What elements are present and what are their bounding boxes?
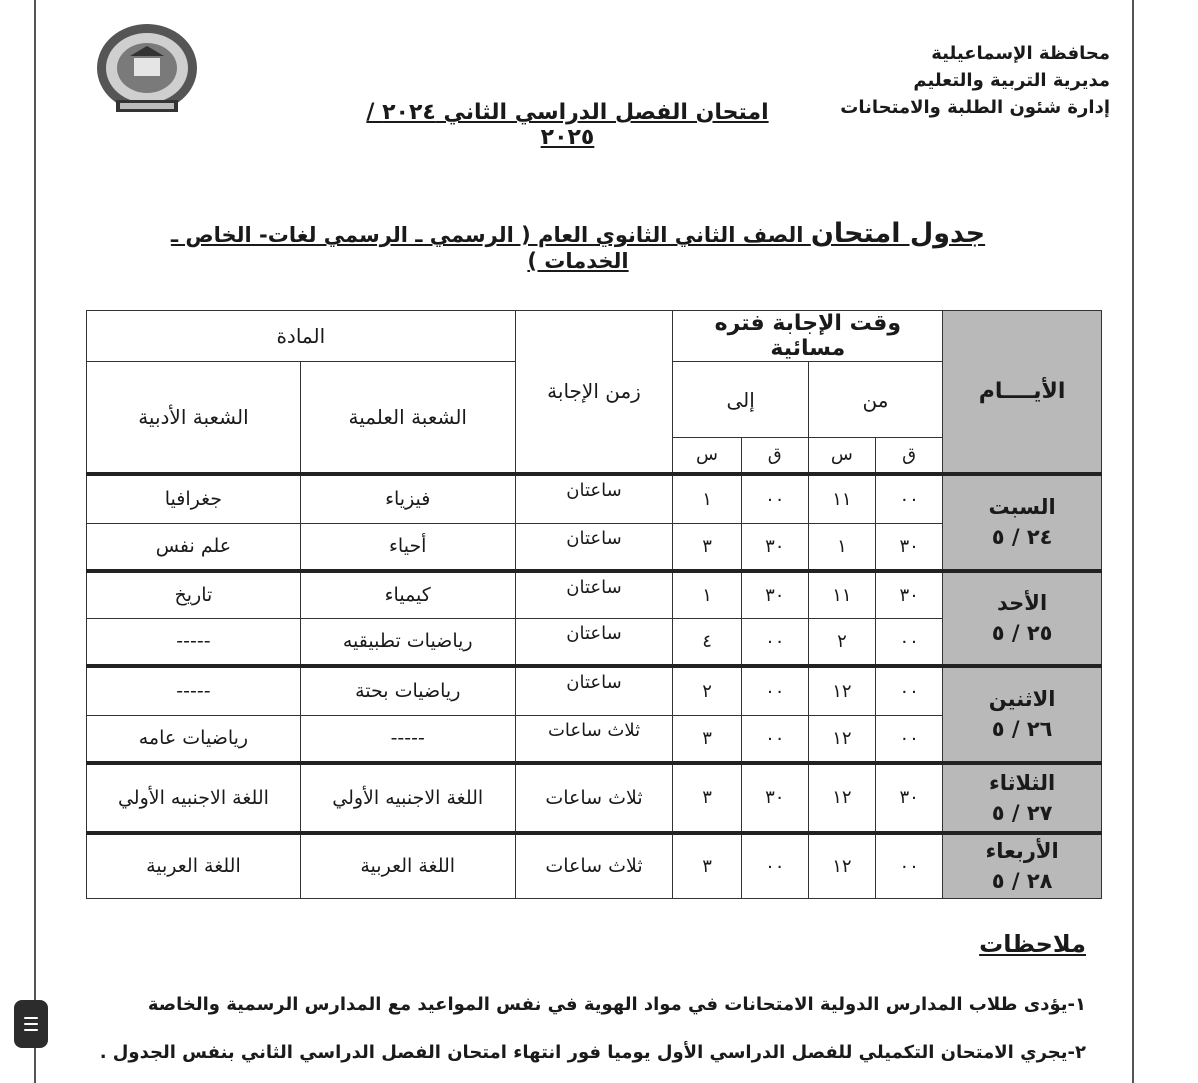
from-minute: ٠٠ — [876, 666, 943, 716]
exam-title: امتحان الفصل الدراسي الثاني ٢٠٢٤ /٢٠٢٥ — [366, 100, 769, 150]
from-hour: ١١ — [808, 571, 875, 619]
day-name: الأحد — [997, 591, 1048, 615]
scientific-header: الشعبة العلمية — [300, 362, 515, 474]
table-row — [87, 833, 1102, 899]
menu-line — [24, 1029, 38, 1031]
answer-time-header: وقت الإجابة فتره مسائية — [673, 311, 943, 362]
from-hour: ٢ — [808, 619, 875, 666]
from-minute: ٣٠ — [876, 524, 943, 571]
scientific-subject: اللغة العربية — [300, 833, 515, 899]
to-hour: ٤ — [673, 619, 741, 666]
subject-header: المادة — [87, 311, 516, 362]
day-date: ٢٧ / ٥ — [991, 800, 1053, 825]
emblem-logo — [94, 20, 200, 116]
to-minute: ٠٠ — [741, 716, 808, 763]
notes-title: ملاحظات — [979, 930, 1086, 958]
subtitle-rest: الصف الثاني الثانوي العام ( الرسمي ـ الرسمي لغات- الخاص ـ الخدمات ) — [170, 223, 811, 273]
scientific-subject: اللغة الاجنبيه الأولي — [300, 763, 515, 833]
to-minute: ٣٠ — [741, 524, 808, 571]
to-header: إلى — [673, 362, 808, 438]
to-minute: ٠٠ — [741, 474, 808, 524]
to-minute: ٠٠ — [741, 619, 808, 666]
day-cell-tuesday — [943, 763, 1102, 833]
to-minute: ٣٠ — [741, 571, 808, 619]
day-cell-monday — [943, 666, 1102, 763]
note-2: ٢-يجري الامتحان التكميلي للفصل الدراسي الأول يوميا فور انتهاء امتحان الفصل الدراسي الثاني بنفس الجدول . — [99, 1042, 1086, 1063]
to-minute: ٣٠ — [741, 763, 808, 833]
day-name: الأربعاء — [985, 839, 1059, 864]
from-hour: ١٢ — [808, 666, 875, 716]
from-minute: ٠٠ — [876, 474, 943, 524]
day-date: ٢٦ / ٥ — [991, 717, 1053, 741]
note-1: ١-يؤدى طلاب المدارس الدولية الامتحانات في مواد الهوية في نفس المواعيد مع المدارس الرسمية والخاصة — [147, 994, 1086, 1015]
day-cell-sunday — [943, 571, 1102, 666]
to-hour: ٣ — [673, 833, 741, 899]
subtitle-main: جدول امتحان — [810, 218, 986, 249]
header-block — [840, 40, 1110, 121]
to-minute: ٠٠ — [741, 666, 808, 716]
from-hour: ١٢ — [808, 833, 875, 899]
to-hour-header: س — [673, 438, 741, 474]
literary-subject: ----- — [87, 666, 301, 716]
day-cell-saturday — [943, 474, 1102, 571]
duration: ثلاث ساعات — [515, 716, 673, 763]
to-hour: ٣ — [673, 524, 741, 571]
to-hour: ٣ — [673, 763, 741, 833]
duration: ثلاث ساعات — [515, 833, 673, 899]
table-row — [87, 571, 1102, 619]
duration: ثلاث ساعات — [515, 763, 673, 833]
to-minute-header: ق — [741, 438, 808, 474]
literary-subject: تاريخ — [87, 571, 301, 619]
from-hour: ١٢ — [808, 763, 875, 833]
menu-line — [24, 1023, 38, 1025]
literary-subject: اللغة العربية — [87, 833, 301, 899]
hamburger-menu-icon[interactable] — [14, 1000, 48, 1048]
table-row — [87, 666, 1102, 716]
day-date: ٢٤ / ٥ — [991, 525, 1053, 549]
header-line-department: إدارة شئون الطلبة والامتحانات — [840, 97, 1110, 118]
duration-header: زمن الإجابة — [515, 311, 673, 474]
duration: ساعتان — [515, 666, 673, 716]
from-hour-header: س — [808, 438, 875, 474]
literary-subject: جغرافيا — [87, 474, 301, 524]
duration: ساعتان — [515, 524, 673, 571]
from-minute: ٣٠ — [876, 763, 943, 833]
scientific-subject: رياضيات تطبيقيه — [300, 619, 515, 666]
day-name: الثلاثاء — [989, 770, 1056, 795]
table-row — [87, 474, 1102, 524]
literary-subject: ----- — [87, 619, 301, 666]
duration: ساعتان — [515, 571, 673, 619]
from-minute: ٠٠ — [876, 716, 943, 763]
day-cell-wednesday — [943, 833, 1102, 899]
to-hour: ١ — [673, 474, 741, 524]
literary-header: الشعبة الأدبية — [87, 362, 301, 474]
day-date: ٢٥ / ٥ — [991, 621, 1053, 645]
header-line-governorate: محافظة الإسماعيلية — [931, 43, 1110, 64]
day-name: الاثنين — [988, 687, 1056, 711]
duration: ساعتان — [515, 474, 673, 524]
from-minute: ٠٠ — [876, 619, 943, 666]
from-minute-header: ق — [876, 438, 943, 474]
literary-subject: رياضيات عامه — [87, 716, 301, 763]
menu-line — [24, 1017, 38, 1019]
to-hour: ٣ — [673, 716, 741, 763]
scientific-subject: ----- — [300, 716, 515, 763]
to-hour: ٢ — [673, 666, 741, 716]
duration: ساعتان — [515, 619, 673, 666]
to-hour: ١ — [673, 571, 741, 619]
from-hour: ١ — [808, 524, 875, 571]
to-minute: ٠٠ — [741, 833, 808, 899]
header-line-directorate: مديرية التربية والتعليم — [913, 70, 1110, 91]
literary-subject: اللغة الاجنبيه الأولي — [87, 763, 301, 833]
from-header: من — [808, 362, 942, 438]
from-hour: ١١ — [808, 474, 875, 524]
day-date: ٢٨ / ٥ — [991, 869, 1053, 894]
from-hour: ١٢ — [808, 716, 875, 763]
table-row — [87, 763, 1102, 833]
scientific-subject: فيزياء — [300, 474, 515, 524]
days-header: الأيــــام — [943, 311, 1102, 474]
from-minute: ٣٠ — [876, 571, 943, 619]
scientific-subject: كيمياء — [300, 571, 515, 619]
from-minute: ٠٠ — [876, 833, 943, 899]
scientific-subject: رياضيات بحتة — [300, 666, 515, 716]
literary-subject: علم نفس — [87, 524, 301, 571]
day-name: السبت — [988, 495, 1056, 519]
exam-schedule-table — [86, 310, 1102, 899]
schedule-subtitle — [160, 218, 996, 273]
scientific-subject: أحياء — [300, 524, 515, 571]
